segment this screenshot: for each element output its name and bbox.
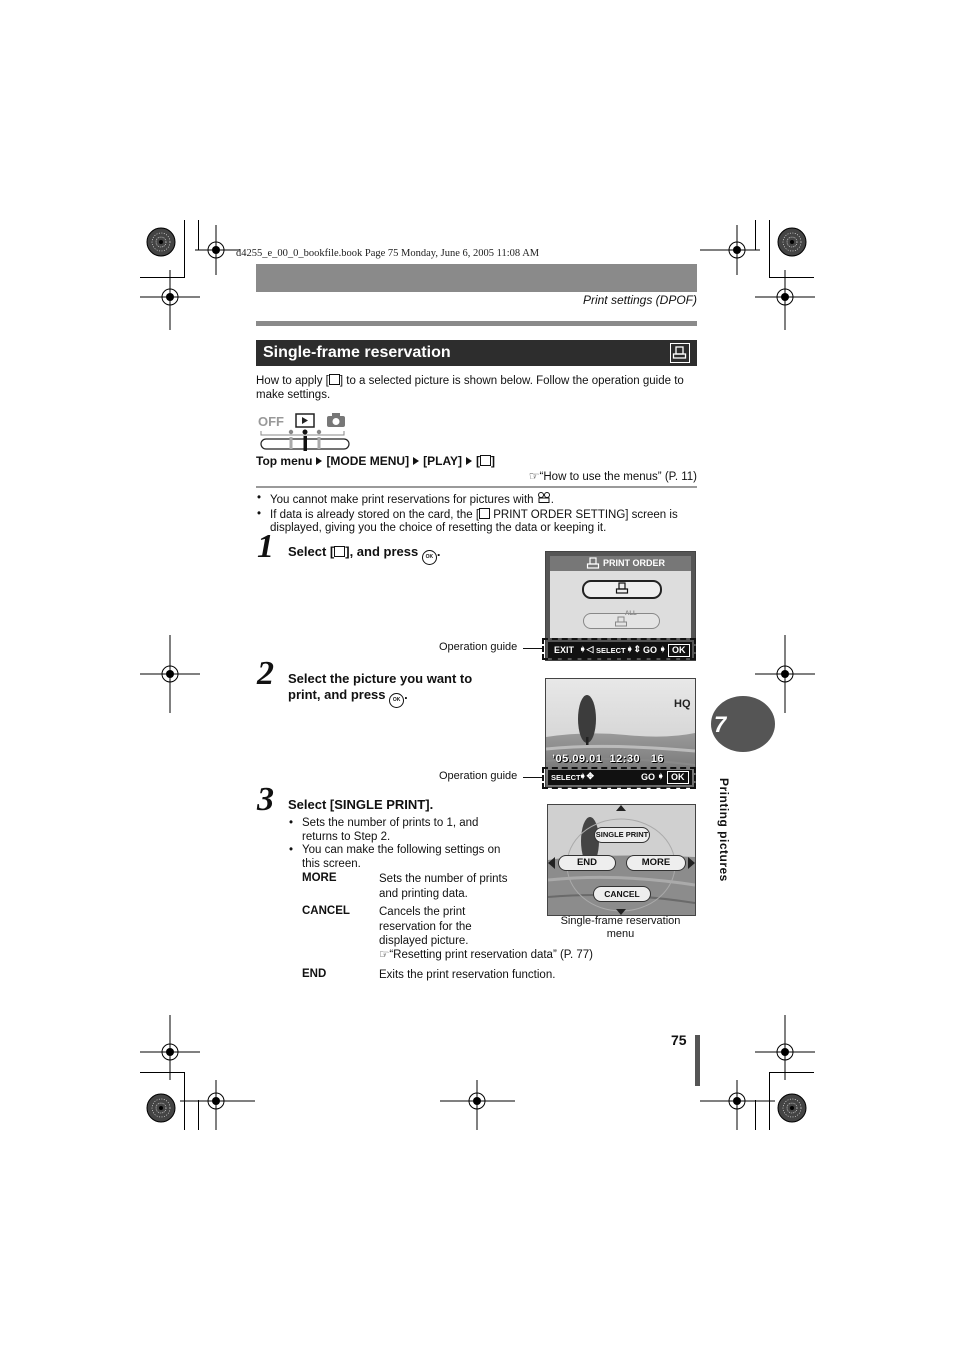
print-order-icon [670,343,690,363]
print-order-icon [615,582,629,595]
print-order-icon [329,374,340,385]
reference-pointer-icon: ☞ [379,949,390,961]
divider [256,486,697,488]
bullet: • [289,844,294,856]
bullet: • [257,492,262,504]
menu-path-close-bracket: ] [491,454,496,468]
step-number-3: 3 [257,781,274,818]
setting-desc-end: Exits the print reservation function. [379,969,556,981]
header-band [256,264,697,292]
step-3-bullet-1: Sets the number of prints to 1, and returns to Step 2. [302,817,479,843]
chapter-title: Printing pictures [717,778,731,882]
menu-path-top-menu: Top menu [256,454,313,468]
step-1-text [288,544,440,565]
operation-guide-label: Operation guide [439,641,518,653]
arrow-right-icon: ➧◁ [579,644,594,654]
section-rule [256,321,697,326]
print-order-icon [480,455,491,466]
lcd-option-single [582,580,662,599]
operation-guide-label: Operation guide [439,770,518,782]
operation-guide-highlight [542,638,696,660]
leader-line [523,777,542,778]
arrow-right-icon [466,457,472,465]
setting-desc-cancel: Cancels the print reservation for the displayed picture. [379,906,472,947]
movie-icon [537,492,551,503]
lcd-quality-label: HQ [674,698,691,710]
arrow-right-icon: ➧ [657,771,665,781]
step-number-1: 1 [257,528,274,565]
step-2-line-2: print, and press [288,687,386,702]
running-head: Print settings (DPOF) [582,293,697,307]
intro-part-1: How to apply [ [256,375,329,387]
lcd-ok-label: OK [668,644,690,657]
note-2-part-2: PRINT ORDER SETTING] screen is displayed, giving you the choice of resetting the data or keeping it. [270,508,678,534]
lcd-title: PRINT ORDER [603,558,666,568]
mode-off-label: OFF [258,414,284,429]
lcd-go-label: GO [643,645,658,655]
lcd-end-option: END [558,855,616,871]
step-2-text [288,671,472,708]
mode-dial-diagram [256,410,356,452]
setting-desc-more: Sets the number of prints and printing data. [379,873,508,900]
step-1-part-2: ], and press [345,544,419,559]
step-3-text: Select [SINGLE PRINT]. [288,797,434,812]
reference-menus [529,469,697,483]
lcd-caption: Single-frame reservation menu [560,915,681,940]
lcd-select-label: SELECT [596,646,626,655]
lcd-exit-label: EXIT [554,645,575,655]
reference-menus-text: “How to use the menus” (P. 11) [539,471,697,483]
print-order-icon [479,508,490,519]
setting-key-more: MORE [302,872,337,884]
menu-path-mode-menu: [MODE MENU] [326,454,410,468]
lcd-ok-label: OK [667,771,689,784]
page-number: 75 [671,1032,687,1048]
lcd-select-label: SELECT [551,773,581,782]
arrow-right-icon [316,457,322,465]
arrow-right-icon [413,457,419,465]
reference-reset-text: “Resetting print reservation data” (P. 77) [389,949,594,961]
notes-list [256,492,698,536]
lcd-cancel-option: CANCEL [593,886,651,902]
bullet: • [289,817,294,829]
print-order-icon [586,557,600,570]
page-number-bar [695,1035,700,1086]
lcd-go-label: GO [641,772,656,782]
intro-part-2: ] to a selected picture is shown below. Follow the operation guide to make settings. [256,375,684,401]
step-3-bullet-2: You can make the following settings on this screen. [302,844,501,870]
lcd-single-frame-menu [547,804,696,916]
menu-path-open-bracket: [ [476,454,481,468]
ok-button-icon: OK [422,550,437,565]
reference-reset [379,948,593,963]
lcd-all-label: ALL [625,611,637,617]
note-item [288,817,516,844]
section-title: Single-frame reservation [263,344,451,361]
note-1-end: . [550,494,554,506]
bullet: • [257,507,262,520]
lcd-single-print-option: SINGLE PRINT [594,827,650,843]
print-order-icon [334,546,345,557]
chapter-number: 7 [714,712,727,737]
arrow-right-icon: ➧ [659,644,667,654]
note-item [256,508,698,536]
step-3-bullets [288,817,516,871]
file-header: d4255_e_00_0_bookfile.book Page 75 Monday, June 6, 2005 11:08 AM [236,248,540,259]
lcd-option-all [583,613,660,629]
arrow-keys-icon: ➧✥ [579,771,595,781]
lcd-datetime: ’05.09.01 12:30 16 [552,753,665,765]
reference-pointer-icon: ☞ [528,469,540,483]
operation-guide-highlight [542,767,696,789]
setting-key-cancel: CANCEL [302,905,350,917]
updown-icon: ➧⇕ [626,644,642,654]
step-2-end: . [404,687,408,702]
leader-line [523,648,542,649]
menu-path-play: [PLAY] [423,454,463,468]
lcd-more-option: MORE [626,855,686,871]
menu-path [256,454,495,468]
note-item [256,492,698,508]
step-number-2: 2 [257,655,274,692]
note-1-text: You cannot make print reservations for pictures with [270,494,534,506]
note-2-part-1: If data is already stored on the card, the [ [270,508,480,521]
ok-button-icon: OK [389,693,404,708]
mode-icons [256,410,356,452]
note-item [288,844,516,871]
step-1-end: . [436,544,441,559]
step-1-part-1: Select [ [288,544,335,559]
step-2-line-1: Select the picture you want to [288,671,473,686]
setting-key-end: END [302,968,327,980]
intro-text [256,374,698,402]
